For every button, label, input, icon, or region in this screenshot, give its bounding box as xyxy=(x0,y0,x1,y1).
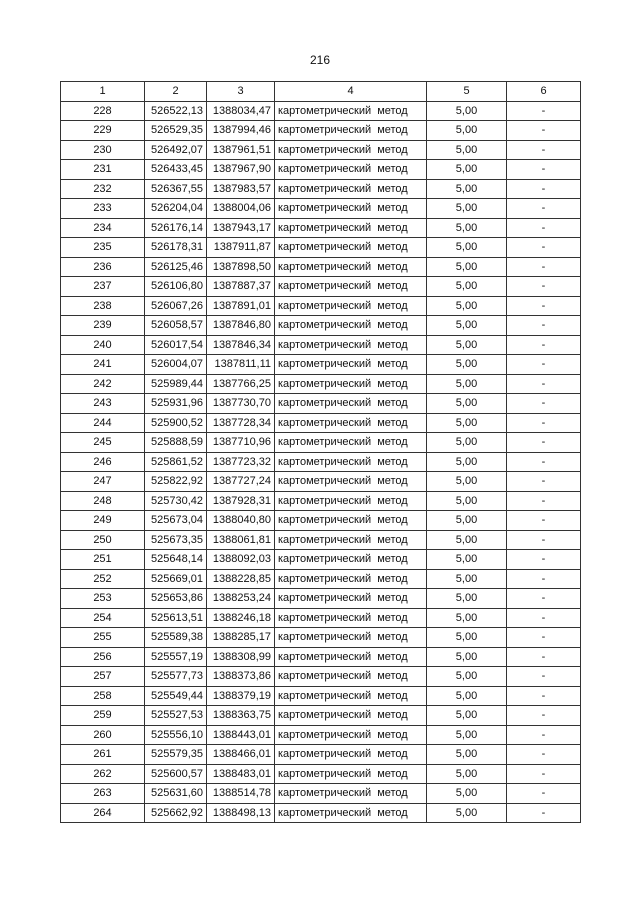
cell-x-coordinate: 526529,35 xyxy=(145,121,207,141)
cell-accuracy: 5,00 xyxy=(427,374,507,394)
cell-method: картометрический метод xyxy=(275,101,427,121)
cell-note: - xyxy=(507,140,581,160)
cell-accuracy: 5,00 xyxy=(427,433,507,453)
header-col-6: 6 xyxy=(507,82,581,102)
cell-y-coordinate: 1388253,24 xyxy=(207,589,275,609)
cell-y-coordinate: 1387846,80 xyxy=(207,316,275,336)
cell-point-number: 245 xyxy=(61,433,145,453)
cell-method: картометрический метод xyxy=(275,296,427,316)
cell-method: картометрический метод xyxy=(275,394,427,414)
cell-x-coordinate: 526017,54 xyxy=(145,335,207,355)
cell-point-number: 247 xyxy=(61,472,145,492)
cell-accuracy: 5,00 xyxy=(427,179,507,199)
table-row xyxy=(61,121,581,141)
cell-point-number: 233 xyxy=(61,199,145,219)
cell-method: картометрический метод xyxy=(275,140,427,160)
table-row xyxy=(61,725,581,745)
cell-x-coordinate: 525662,92 xyxy=(145,803,207,823)
cell-y-coordinate: 1387723,32 xyxy=(207,452,275,472)
cell-y-coordinate: 1387891,01 xyxy=(207,296,275,316)
cell-point-number: 254 xyxy=(61,608,145,628)
cell-method: картометрический метод xyxy=(275,433,427,453)
cell-x-coordinate: 525673,04 xyxy=(145,511,207,531)
table-row xyxy=(61,491,581,511)
cell-note: - xyxy=(507,706,581,726)
cell-accuracy: 5,00 xyxy=(427,530,507,550)
cell-note: - xyxy=(507,218,581,238)
cell-method: картометрический метод xyxy=(275,745,427,765)
cell-x-coordinate: 525900,52 xyxy=(145,413,207,433)
table-row xyxy=(61,160,581,180)
cell-x-coordinate: 526367,55 xyxy=(145,179,207,199)
header-row xyxy=(61,82,581,102)
table-row xyxy=(61,784,581,804)
cell-x-coordinate: 526004,07 xyxy=(145,355,207,375)
cell-x-coordinate: 526176,14 xyxy=(145,218,207,238)
table-row xyxy=(61,179,581,199)
cell-y-coordinate: 1387983,57 xyxy=(207,179,275,199)
cell-accuracy: 5,00 xyxy=(427,803,507,823)
cell-point-number: 259 xyxy=(61,706,145,726)
cell-point-number: 234 xyxy=(61,218,145,238)
table-row xyxy=(61,550,581,570)
cell-x-coordinate: 525557,19 xyxy=(145,647,207,667)
cell-note: - xyxy=(507,316,581,336)
cell-accuracy: 5,00 xyxy=(427,667,507,687)
table-row xyxy=(61,686,581,706)
header-col-3: 3 xyxy=(207,82,275,102)
table-row xyxy=(61,472,581,492)
cell-point-number: 249 xyxy=(61,511,145,531)
cell-y-coordinate: 1387928,31 xyxy=(207,491,275,511)
header-col-5: 5 xyxy=(427,82,507,102)
cell-y-coordinate: 1388363,75 xyxy=(207,706,275,726)
cell-y-coordinate: 1388040,80 xyxy=(207,511,275,531)
cell-x-coordinate: 526106,80 xyxy=(145,277,207,297)
table-row xyxy=(61,745,581,765)
cell-method: картометрический метод xyxy=(275,121,427,141)
cell-x-coordinate: 525577,73 xyxy=(145,667,207,687)
cell-accuracy: 5,00 xyxy=(427,686,507,706)
cell-point-number: 230 xyxy=(61,140,145,160)
cell-accuracy: 5,00 xyxy=(427,394,507,414)
cell-x-coordinate: 526067,26 xyxy=(145,296,207,316)
cell-accuracy: 5,00 xyxy=(427,589,507,609)
cell-accuracy: 5,00 xyxy=(427,511,507,531)
table-row xyxy=(61,296,581,316)
cell-x-coordinate: 526433,45 xyxy=(145,160,207,180)
cell-method: картометрический метод xyxy=(275,238,427,258)
cell-method: картометрический метод xyxy=(275,511,427,531)
cell-note: - xyxy=(507,296,581,316)
cell-method: картометрический метод xyxy=(275,608,427,628)
cell-method: картометрический метод xyxy=(275,803,427,823)
cell-y-coordinate: 1388246,18 xyxy=(207,608,275,628)
cell-x-coordinate: 525989,44 xyxy=(145,374,207,394)
cell-y-coordinate: 1388514,78 xyxy=(207,784,275,804)
cell-method: картометрический метод xyxy=(275,491,427,511)
cell-method: картометрический метод xyxy=(275,257,427,277)
cell-y-coordinate: 1387911,87 xyxy=(207,238,275,258)
cell-note: - xyxy=(507,179,581,199)
table-row xyxy=(61,511,581,531)
cell-note: - xyxy=(507,628,581,648)
cell-note: - xyxy=(507,257,581,277)
table-body xyxy=(61,101,581,823)
cell-method: картометрический метод xyxy=(275,686,427,706)
table-row xyxy=(61,413,581,433)
cell-y-coordinate: 1387887,37 xyxy=(207,277,275,297)
cell-point-number: 242 xyxy=(61,374,145,394)
cell-method: картометрический метод xyxy=(275,277,427,297)
cell-method: картометрический метод xyxy=(275,316,427,336)
table-row xyxy=(61,647,581,667)
cell-point-number: 256 xyxy=(61,647,145,667)
table-row xyxy=(61,374,581,394)
cell-x-coordinate: 526058,57 xyxy=(145,316,207,336)
cell-accuracy: 5,00 xyxy=(427,452,507,472)
cell-point-number: 240 xyxy=(61,335,145,355)
cell-accuracy: 5,00 xyxy=(427,784,507,804)
cell-accuracy: 5,00 xyxy=(427,218,507,238)
cell-point-number: 239 xyxy=(61,316,145,336)
cell-method: картометрический метод xyxy=(275,355,427,375)
cell-note: - xyxy=(507,784,581,804)
cell-point-number: 251 xyxy=(61,550,145,570)
cell-accuracy: 5,00 xyxy=(427,316,507,336)
cell-method: картометрический метод xyxy=(275,413,427,433)
cell-note: - xyxy=(507,374,581,394)
cell-method: картометрический метод xyxy=(275,335,427,355)
cell-note: - xyxy=(507,394,581,414)
cell-y-coordinate: 1388373,86 xyxy=(207,667,275,687)
cell-y-coordinate: 1388228,85 xyxy=(207,569,275,589)
table-row xyxy=(61,140,581,160)
cell-point-number: 258 xyxy=(61,686,145,706)
cell-x-coordinate: 525527,53 xyxy=(145,706,207,726)
table-row xyxy=(61,433,581,453)
table-row xyxy=(61,335,581,355)
cell-x-coordinate: 525822,92 xyxy=(145,472,207,492)
cell-note: - xyxy=(507,413,581,433)
cell-x-coordinate: 525648,14 xyxy=(145,550,207,570)
coordinates-table xyxy=(60,81,581,823)
cell-y-coordinate: 1388061,81 xyxy=(207,530,275,550)
cell-method: картометрический метод xyxy=(275,530,427,550)
cell-x-coordinate: 525600,57 xyxy=(145,764,207,784)
cell-method: картометрический метод xyxy=(275,628,427,648)
cell-method: картометрический метод xyxy=(275,647,427,667)
cell-method: картометрический метод xyxy=(275,725,427,745)
cell-x-coordinate: 525861,52 xyxy=(145,452,207,472)
cell-accuracy: 5,00 xyxy=(427,238,507,258)
cell-y-coordinate: 1387846,34 xyxy=(207,335,275,355)
cell-y-coordinate: 1388004,06 xyxy=(207,199,275,219)
table-row xyxy=(61,530,581,550)
cell-method: картометрический метод xyxy=(275,667,427,687)
cell-x-coordinate: 525589,38 xyxy=(145,628,207,648)
cell-method: картометрический метод xyxy=(275,199,427,219)
table-row xyxy=(61,199,581,219)
cell-method: картометрический метод xyxy=(275,706,427,726)
cell-x-coordinate: 525673,35 xyxy=(145,530,207,550)
cell-point-number: 263 xyxy=(61,784,145,804)
cell-y-coordinate: 1387727,24 xyxy=(207,472,275,492)
cell-point-number: 257 xyxy=(61,667,145,687)
cell-y-coordinate: 1388379,19 xyxy=(207,686,275,706)
cell-x-coordinate: 526204,04 xyxy=(145,199,207,219)
cell-accuracy: 5,00 xyxy=(427,550,507,570)
cell-note: - xyxy=(507,433,581,453)
cell-point-number: 235 xyxy=(61,238,145,258)
table-row xyxy=(61,218,581,238)
cell-accuracy: 5,00 xyxy=(427,160,507,180)
cell-y-coordinate: 1387994,46 xyxy=(207,121,275,141)
cell-point-number: 261 xyxy=(61,745,145,765)
cell-x-coordinate: 525556,10 xyxy=(145,725,207,745)
cell-method: картометрический метод xyxy=(275,452,427,472)
cell-note: - xyxy=(507,160,581,180)
cell-y-coordinate: 1387961,51 xyxy=(207,140,275,160)
cell-y-coordinate: 1387728,34 xyxy=(207,413,275,433)
cell-point-number: 231 xyxy=(61,160,145,180)
table-row xyxy=(61,569,581,589)
cell-note: - xyxy=(507,199,581,219)
table-row xyxy=(61,803,581,823)
cell-point-number: 236 xyxy=(61,257,145,277)
cell-x-coordinate: 526522,13 xyxy=(145,101,207,121)
cell-point-number: 246 xyxy=(61,452,145,472)
cell-accuracy: 5,00 xyxy=(427,647,507,667)
cell-y-coordinate: 1387898,50 xyxy=(207,257,275,277)
table-row xyxy=(61,452,581,472)
cell-note: - xyxy=(507,803,581,823)
cell-method: картометрический метод xyxy=(275,550,427,570)
cell-note: - xyxy=(507,608,581,628)
cell-accuracy: 5,00 xyxy=(427,706,507,726)
cell-point-number: 253 xyxy=(61,589,145,609)
cell-y-coordinate: 1387766,25 xyxy=(207,374,275,394)
cell-point-number: 252 xyxy=(61,569,145,589)
table-row xyxy=(61,355,581,375)
cell-y-coordinate: 1388466,01 xyxy=(207,745,275,765)
cell-accuracy: 5,00 xyxy=(427,745,507,765)
cell-point-number: 248 xyxy=(61,491,145,511)
cell-x-coordinate: 525931,96 xyxy=(145,394,207,414)
cell-note: - xyxy=(507,550,581,570)
cell-note: - xyxy=(507,686,581,706)
cell-y-coordinate: 1388308,99 xyxy=(207,647,275,667)
cell-point-number: 244 xyxy=(61,413,145,433)
cell-accuracy: 5,00 xyxy=(427,764,507,784)
header-col-1: 1 xyxy=(61,82,145,102)
cell-method: картометрический метод xyxy=(275,589,427,609)
cell-note: - xyxy=(507,491,581,511)
cell-accuracy: 5,00 xyxy=(427,140,507,160)
cell-accuracy: 5,00 xyxy=(427,121,507,141)
cell-accuracy: 5,00 xyxy=(427,413,507,433)
table-row xyxy=(61,394,581,414)
cell-note: - xyxy=(507,530,581,550)
cell-y-coordinate: 1387811,11 xyxy=(207,355,275,375)
cell-x-coordinate: 526178,31 xyxy=(145,238,207,258)
cell-x-coordinate: 525653,86 xyxy=(145,589,207,609)
cell-x-coordinate: 525730,42 xyxy=(145,491,207,511)
header-col-4: 4 xyxy=(275,82,427,102)
cell-x-coordinate: 526125,46 xyxy=(145,257,207,277)
cell-x-coordinate: 525631,60 xyxy=(145,784,207,804)
cell-point-number: 250 xyxy=(61,530,145,550)
cell-x-coordinate: 525549,44 xyxy=(145,686,207,706)
cell-accuracy: 5,00 xyxy=(427,101,507,121)
cell-method: картометрический метод xyxy=(275,160,427,180)
cell-accuracy: 5,00 xyxy=(427,199,507,219)
cell-point-number: 238 xyxy=(61,296,145,316)
table-row xyxy=(61,257,581,277)
cell-accuracy: 5,00 xyxy=(427,335,507,355)
cell-note: - xyxy=(507,277,581,297)
cell-note: - xyxy=(507,121,581,141)
cell-note: - xyxy=(507,764,581,784)
table-row xyxy=(61,706,581,726)
cell-accuracy: 5,00 xyxy=(427,472,507,492)
cell-accuracy: 5,00 xyxy=(427,628,507,648)
cell-point-number: 260 xyxy=(61,725,145,745)
cell-point-number: 241 xyxy=(61,355,145,375)
table-row xyxy=(61,608,581,628)
cell-accuracy: 5,00 xyxy=(427,355,507,375)
cell-note: - xyxy=(507,745,581,765)
cell-note: - xyxy=(507,355,581,375)
cell-note: - xyxy=(507,569,581,589)
cell-y-coordinate: 1388285,17 xyxy=(207,628,275,648)
cell-note: - xyxy=(507,511,581,531)
cell-accuracy: 5,00 xyxy=(427,491,507,511)
cell-x-coordinate: 525888,59 xyxy=(145,433,207,453)
cell-y-coordinate: 1387730,70 xyxy=(207,394,275,414)
cell-point-number: 232 xyxy=(61,179,145,199)
cell-point-number: 237 xyxy=(61,277,145,297)
cell-note: - xyxy=(507,452,581,472)
cell-point-number: 255 xyxy=(61,628,145,648)
cell-x-coordinate: 525579,35 xyxy=(145,745,207,765)
cell-point-number: 264 xyxy=(61,803,145,823)
cell-method: картометрический метод xyxy=(275,764,427,784)
cell-accuracy: 5,00 xyxy=(427,725,507,745)
header-col-2: 2 xyxy=(145,82,207,102)
cell-point-number: 228 xyxy=(61,101,145,121)
table-row xyxy=(61,628,581,648)
cell-y-coordinate: 1388092,03 xyxy=(207,550,275,570)
cell-note: - xyxy=(507,725,581,745)
table-row xyxy=(61,238,581,258)
cell-y-coordinate: 1388034,47 xyxy=(207,101,275,121)
cell-y-coordinate: 1387710,96 xyxy=(207,433,275,453)
cell-method: картометрический метод xyxy=(275,784,427,804)
cell-x-coordinate: 525669,01 xyxy=(145,569,207,589)
table-row xyxy=(61,316,581,336)
cell-point-number: 229 xyxy=(61,121,145,141)
cell-note: - xyxy=(507,238,581,258)
cell-y-coordinate: 1387967,90 xyxy=(207,160,275,180)
cell-x-coordinate: 525613,51 xyxy=(145,608,207,628)
cell-y-coordinate: 1388483,01 xyxy=(207,764,275,784)
cell-note: - xyxy=(507,667,581,687)
cell-method: картометрический метод xyxy=(275,569,427,589)
table-header xyxy=(61,82,581,102)
table-row xyxy=(61,667,581,687)
cell-note: - xyxy=(507,589,581,609)
cell-note: - xyxy=(507,472,581,492)
cell-method: картометрический метод xyxy=(275,472,427,492)
table-row xyxy=(61,277,581,297)
cell-method: картометрический метод xyxy=(275,179,427,199)
cell-note: - xyxy=(507,335,581,355)
page-number: 216 xyxy=(309,53,331,67)
cell-accuracy: 5,00 xyxy=(427,257,507,277)
cell-accuracy: 5,00 xyxy=(427,296,507,316)
table-row xyxy=(61,764,581,784)
cell-y-coordinate: 1388443,01 xyxy=(207,725,275,745)
cell-y-coordinate: 1388498,13 xyxy=(207,803,275,823)
cell-method: картометрический метод xyxy=(275,218,427,238)
table-row xyxy=(61,589,581,609)
cell-x-coordinate: 526492,07 xyxy=(145,140,207,160)
cell-accuracy: 5,00 xyxy=(427,569,507,589)
cell-point-number: 262 xyxy=(61,764,145,784)
cell-note: - xyxy=(507,101,581,121)
cell-accuracy: 5,00 xyxy=(427,608,507,628)
cell-note: - xyxy=(507,647,581,667)
cell-y-coordinate: 1387943,17 xyxy=(207,218,275,238)
cell-point-number: 243 xyxy=(61,394,145,414)
cell-method: картометрический метод xyxy=(275,374,427,394)
table-row xyxy=(61,101,581,121)
cell-accuracy: 5,00 xyxy=(427,277,507,297)
